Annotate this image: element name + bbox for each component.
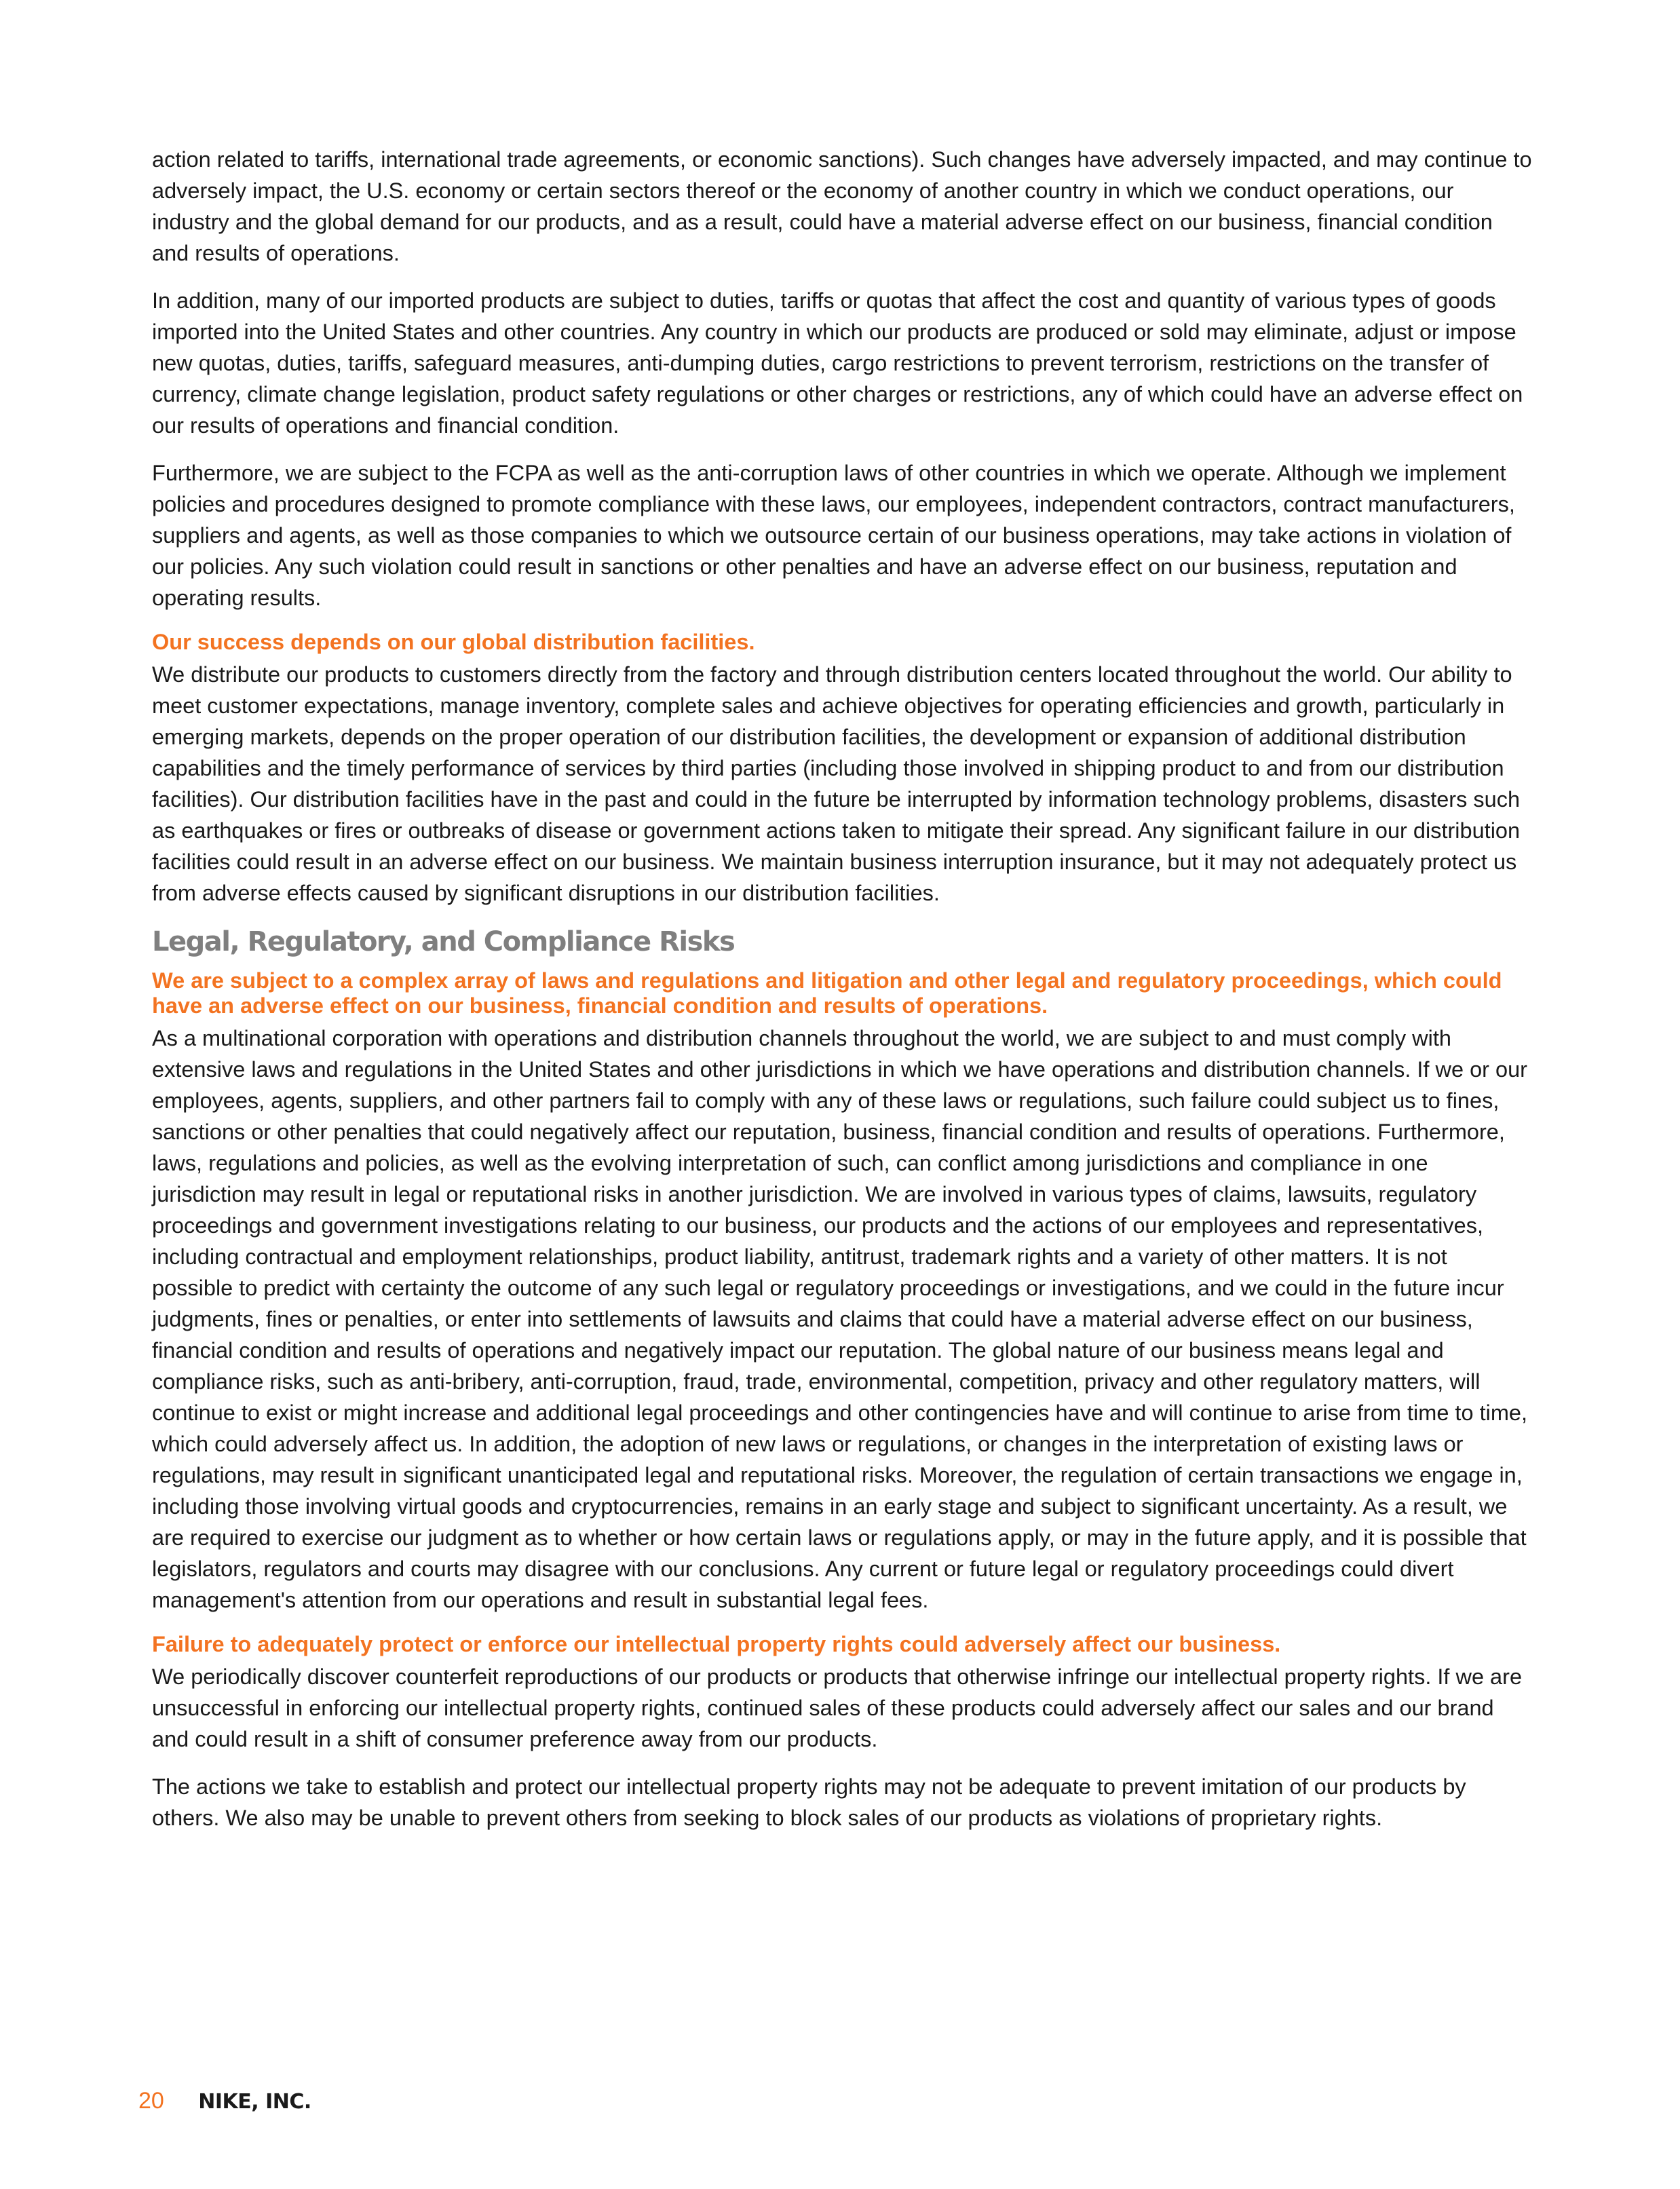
paragraph-counterfeit: We periodically discover counterfeit reproductions of our products or products that otherwise infringe our intellectual property rights. If we are unsuccessful in enforcing our intellectual property rights, continued sales of these products could adversely affect our sales and our brand and could result in a shift of consumer preference away from our products.	[152, 1664, 1523, 1751]
section-title-legal-risks: Legal, Regulatory, and Compliance Risks	[152, 926, 735, 957]
document-body	[152, 144, 1533, 1850]
page-footer	[138, 2087, 311, 2114]
heading-intellectual-property: Failure to adequately protect or enforce our intellectual property rights could adversely affect our business.	[152, 1632, 1281, 1656]
heading-laws-regulations: We are subject to a complex array of laws and regulations and litigation and other legal and regulatory proceedings, which could have an adverse effect on our business, financial condition and results of operations.	[152, 968, 1502, 1018]
paragraph-duties-quotas: In addition, many of our imported products are subject to duties, tariffs or quotas that affect the cost and quantity of various types of goods imported into the United States and other countries. Any country in which our products are produced or sold may eliminate, adjust or impose new quotas, duties, tariffs, safeguard measures, anti-dumping duties, cargo restrictions to prevent terrorism, restrictions on the transfer of currency, climate change legislation, product safety regulations or other charges or restrictions, any of which could have an adverse effect on our results of operations and financial condition.	[152, 288, 1523, 438]
paragraph-legal-compliance: As a multinational corporation with operations and distribution channels throughout the world, we are subject to and must comply with extensive laws and regulations in the United States and other jurisdictions in which we have operations and distribution channels. If we or our employees, agents, suppliers, and other partners fail to comply with any of these laws or regulations, such failure could subject us to fines, sanctions or other penalties that could negatively affect our reputation, business, financial condition and results of operations. Furthermore, laws, regulations and policies, as well as the evolving interpretation of such, can conflict among jurisdictions and compliance in one jurisdiction may result in legal or reputational risks in another jurisdiction. We are involved in various types of claims, lawsuits, regulatory proceedings and government investigations relating to our business, our products and the actions of our employees and representatives, including contractual and employment relationships, product liability, antitrust, trademark rights and a variety of other matters. It is not possible to predict with certainty the outcome of any such legal or regulatory proceedings or investigations, and we could in the future incur judgments, fines or penalties, or enter into settlements of lawsuits and claims that could have a material adverse effect on our business, financial condition and results of operations and negatively impact our reputation. The global nature of our business means legal and compliance risks, such as anti-bribery, anti-corruption, fraud, trade, environmental, competition, privacy and other regulatory matters, will continue to exist or might increase and additional legal proceedings and other contingencies have and will continue to arise from time to time, which could adversely affect us. In addition, the adoption of new laws or regulations, or changes in the interpretation of existing laws or regulations, may result in significant unanticipated legal and reputational risks. Moreover, the regulation of certain transactions we engage in, including those involving virtual goods and cryptocurrencies, remains in an early stage and subject to significant uncertainty. As a result, we are required to exercise our judgment as to whether or how certain laws or regulations apply, or may in the future apply, and it is possible that legislators, regulators and courts may disagree with our conclusions. Any current or future legal or regulatory proceedings could divert management's attention from our operations and result in substantial legal fees.	[152, 1026, 1527, 1612]
paragraph-tariffs-continued: action related to tariffs, international trade agreements, or economic sanctions). Such changes have adversely impacted, and may continue to adversely impact, the U.S. economy or certain sectors thereof or the economy of another country in which we conduct operations, our industry and the global demand for our products, and as a result, could have a material adverse effect on our business, financial condition and results of operations.	[152, 147, 1532, 265]
paragraph-fcpa: Furthermore, we are subject to the FCPA as well as the anti-corruption laws of other countries in which we operate. Although we implement policies and procedures designed to promote compliance with these laws, our employees, independent contractors, contract manufacturers, suppliers and agents, as well as those companies to which we outsource certain of our business operations, may take actions in violation of our policies. Any such violation could result in sanctions or other penalties and have an adverse effect on our business, reputation and operating results.	[152, 461, 1515, 610]
page-number: 20	[138, 2088, 164, 2114]
heading-distribution-facilities: Our success depends on our global distribution facilities.	[152, 630, 755, 654]
paragraph-distribution: We distribute our products to customers directly from the factory and through distribution centers located throughout the world. Our ability to meet customer expectations, manage inventory, complete sales and achieve objectives for operating efficiencies and growth, particularly in emerging markets, depends on the proper operation of our distribution facilities, the development or expansion of additional distribution capabilities and the timely performance of services by third parties (including those involved in shipping product to and from our distribution facilities). Our distribution facilities have in the past and could in the future be interrupted by information technology problems, disasters such as earthquakes or fires or outbreaks of disease or government actions taken to mitigate their spread. Any significant failure in our distribution facilities could result in an adverse effect on our business. We maintain business interruption insurance, but it may not adequately protect us from adverse effects caused by significant disruptions in our distribution facilities.	[152, 662, 1521, 905]
paragraph-ip-protection: The actions we take to establish and protect our intellectual property rights may not be adequate to prevent imitation of our products by others. We also may be unable to prevent others from seeking to block sales of our products as violations of proprietary rights.	[152, 1774, 1466, 1830]
company-name: NIKE, INC.	[198, 2090, 311, 2114]
